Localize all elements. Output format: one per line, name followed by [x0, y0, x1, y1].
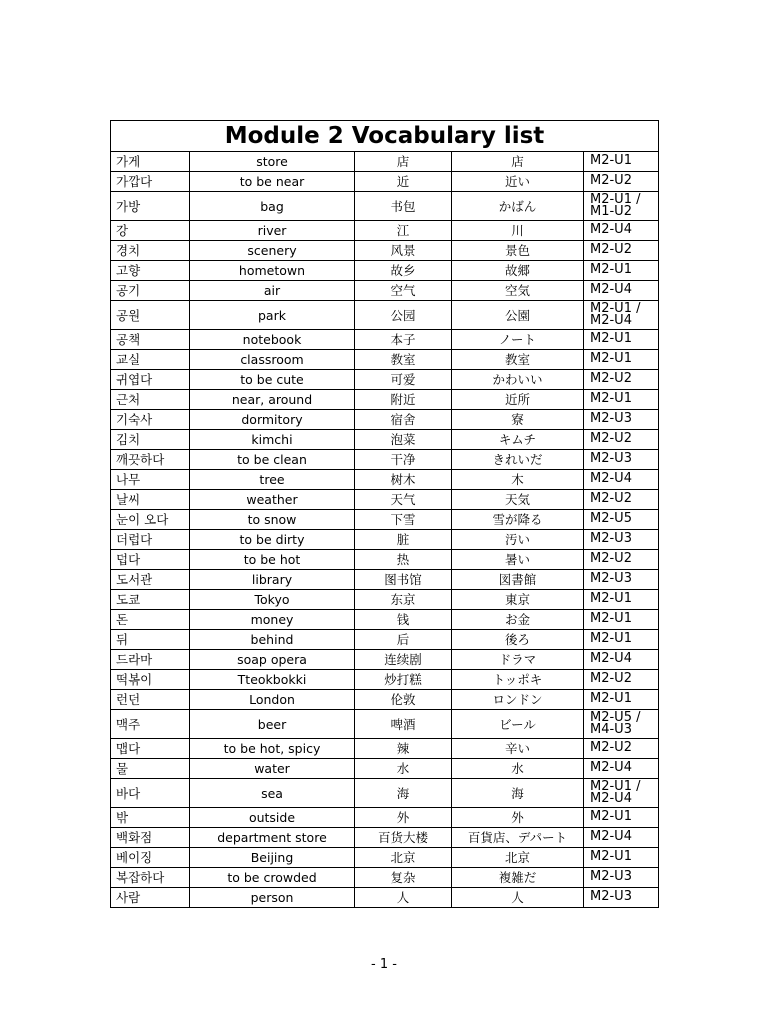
chinese-meaning: 本子	[355, 330, 452, 350]
japanese-meaning: お金	[452, 610, 584, 630]
chinese-meaning: 海	[355, 779, 452, 808]
table-row	[111, 241, 659, 261]
english-meaning: sea	[190, 779, 355, 808]
unit-code: M2-U2	[584, 739, 659, 759]
japanese-meaning: 後ろ	[452, 630, 584, 650]
japanese-meaning: 川	[452, 221, 584, 241]
english-meaning: to be hot	[190, 550, 355, 570]
table-row	[111, 710, 659, 739]
korean-word: 사람	[111, 888, 190, 908]
english-meaning: to be clean	[190, 450, 355, 470]
english-meaning: Tteokbokki	[190, 670, 355, 690]
korean-word: 베이징	[111, 848, 190, 868]
english-meaning: kimchi	[190, 430, 355, 450]
korean-word: 공원	[111, 301, 190, 330]
unit-code: M2-U3	[584, 868, 659, 888]
unit-code: M2-U4	[584, 759, 659, 779]
chinese-meaning: 啤酒	[355, 710, 452, 739]
chinese-meaning: 可爱	[355, 370, 452, 390]
japanese-meaning: 故郷	[452, 261, 584, 281]
chinese-meaning: 图书馆	[355, 570, 452, 590]
japanese-meaning: 木	[452, 470, 584, 490]
table-row	[111, 410, 659, 430]
korean-word: 경치	[111, 241, 190, 261]
unit-code: M2-U2	[584, 550, 659, 570]
chinese-meaning: 脏	[355, 530, 452, 550]
chinese-meaning: 干净	[355, 450, 452, 470]
japanese-meaning: 外	[452, 808, 584, 828]
table-row	[111, 570, 659, 590]
unit-code: M2-U3	[584, 410, 659, 430]
vocabulary-rows	[111, 152, 659, 908]
english-meaning: Tokyo	[190, 590, 355, 610]
japanese-meaning: 東京	[452, 590, 584, 610]
chinese-meaning: 外	[355, 808, 452, 828]
unit-code: M2-U4	[584, 650, 659, 670]
english-meaning: library	[190, 570, 355, 590]
chinese-meaning: 树木	[355, 470, 452, 490]
chinese-meaning: 连续剧	[355, 650, 452, 670]
unit-code: M2-U1	[584, 610, 659, 630]
unit-code: M2-U4	[584, 828, 659, 848]
korean-word: 뒤	[111, 630, 190, 650]
english-meaning: near, around	[190, 390, 355, 410]
unit-code: M2-U1	[584, 808, 659, 828]
korean-word: 고향	[111, 261, 190, 281]
chinese-meaning: 空气	[355, 281, 452, 301]
chinese-meaning: 人	[355, 888, 452, 908]
unit-code: M2-U1 / M2-U4	[584, 779, 659, 808]
english-meaning: department store	[190, 828, 355, 848]
chinese-meaning: 热	[355, 550, 452, 570]
table-row	[111, 828, 659, 848]
unit-code: M2-U2	[584, 430, 659, 450]
table-title: Module 2 Vocabulary list	[111, 121, 659, 152]
chinese-meaning: 教室	[355, 350, 452, 370]
table-row	[111, 281, 659, 301]
unit-code: M2-U2	[584, 241, 659, 261]
chinese-meaning: 风景	[355, 241, 452, 261]
korean-word: 강	[111, 221, 190, 241]
table-row	[111, 630, 659, 650]
table-row	[111, 868, 659, 888]
english-meaning: Beijing	[190, 848, 355, 868]
chinese-meaning: 宿舍	[355, 410, 452, 430]
chinese-meaning: 北京	[355, 848, 452, 868]
japanese-meaning: 辛い	[452, 739, 584, 759]
unit-code: M2-U2	[584, 172, 659, 192]
table-row	[111, 152, 659, 172]
english-meaning: river	[190, 221, 355, 241]
japanese-meaning: 近所	[452, 390, 584, 410]
japanese-meaning: 近い	[452, 172, 584, 192]
korean-word: 눈이 오다	[111, 510, 190, 530]
korean-word: 드라마	[111, 650, 190, 670]
table-row	[111, 739, 659, 759]
table-row	[111, 330, 659, 350]
table-row	[111, 610, 659, 630]
english-meaning: weather	[190, 490, 355, 510]
chinese-meaning: 下雪	[355, 510, 452, 530]
japanese-meaning: 図書館	[452, 570, 584, 590]
table-row	[111, 470, 659, 490]
english-meaning: person	[190, 888, 355, 908]
unit-code: M2-U1 / M1-U2	[584, 192, 659, 221]
english-meaning: air	[190, 281, 355, 301]
english-meaning: dormitory	[190, 410, 355, 430]
table-row	[111, 690, 659, 710]
unit-code: M2-U1 / M2-U4	[584, 301, 659, 330]
korean-word: 덥다	[111, 550, 190, 570]
unit-code: M2-U3	[584, 530, 659, 550]
korean-word: 도서관	[111, 570, 190, 590]
unit-code: M2-U4	[584, 221, 659, 241]
unit-code: M2-U1	[584, 350, 659, 370]
table-row	[111, 550, 659, 570]
english-meaning: to snow	[190, 510, 355, 530]
chinese-meaning: 泡菜	[355, 430, 452, 450]
japanese-meaning: 海	[452, 779, 584, 808]
english-meaning: to be crowded	[190, 868, 355, 888]
korean-word: 맥주	[111, 710, 190, 739]
chinese-meaning: 江	[355, 221, 452, 241]
korean-word: 맵다	[111, 739, 190, 759]
unit-code: M2-U1	[584, 848, 659, 868]
chinese-meaning: 水	[355, 759, 452, 779]
unit-code: M2-U3	[584, 570, 659, 590]
unit-code: M2-U3	[584, 888, 659, 908]
unit-code: M2-U2	[584, 370, 659, 390]
english-meaning: hometown	[190, 261, 355, 281]
korean-word: 더럽다	[111, 530, 190, 550]
unit-code: M2-U4	[584, 470, 659, 490]
korean-word: 백화점	[111, 828, 190, 848]
japanese-meaning: ビール	[452, 710, 584, 739]
japanese-meaning: かばん	[452, 192, 584, 221]
japanese-meaning: 複雑だ	[452, 868, 584, 888]
table-row	[111, 808, 659, 828]
unit-code: M2-U2	[584, 670, 659, 690]
chinese-meaning: 附近	[355, 390, 452, 410]
table-row	[111, 221, 659, 241]
chinese-meaning: 店	[355, 152, 452, 172]
english-meaning: soap opera	[190, 650, 355, 670]
japanese-meaning: 雪が降る	[452, 510, 584, 530]
japanese-meaning: トッポキ	[452, 670, 584, 690]
japanese-meaning: かわいい	[452, 370, 584, 390]
korean-word: 떡볶이	[111, 670, 190, 690]
japanese-meaning: 汚い	[452, 530, 584, 550]
unit-code: M2-U1	[584, 152, 659, 172]
english-meaning: money	[190, 610, 355, 630]
english-meaning: behind	[190, 630, 355, 650]
chinese-meaning: 近	[355, 172, 452, 192]
chinese-meaning: 复杂	[355, 868, 452, 888]
korean-word: 나무	[111, 470, 190, 490]
korean-word: 날씨	[111, 490, 190, 510]
korean-word: 김치	[111, 430, 190, 450]
korean-word: 도쿄	[111, 590, 190, 610]
unit-code: M2-U2	[584, 490, 659, 510]
korean-word: 귀엽다	[111, 370, 190, 390]
vocabulary-table	[110, 120, 659, 908]
table-row	[111, 779, 659, 808]
english-meaning: tree	[190, 470, 355, 490]
english-meaning: water	[190, 759, 355, 779]
japanese-meaning: きれいだ	[452, 450, 584, 470]
chinese-meaning: 后	[355, 630, 452, 650]
table-row	[111, 301, 659, 330]
table-row	[111, 670, 659, 690]
chinese-meaning: 钱	[355, 610, 452, 630]
unit-code: M2-U5	[584, 510, 659, 530]
unit-code: M2-U3	[584, 450, 659, 470]
chinese-meaning: 书包	[355, 192, 452, 221]
table-row	[111, 192, 659, 221]
english-meaning: scenery	[190, 241, 355, 261]
table-row	[111, 350, 659, 370]
japanese-meaning: 人	[452, 888, 584, 908]
english-meaning: to be near	[190, 172, 355, 192]
table-row	[111, 261, 659, 281]
korean-word: 물	[111, 759, 190, 779]
japanese-meaning: 暑い	[452, 550, 584, 570]
korean-word: 복잡하다	[111, 868, 190, 888]
japanese-meaning: ドラマ	[452, 650, 584, 670]
english-meaning: outside	[190, 808, 355, 828]
japanese-meaning: 教室	[452, 350, 584, 370]
japanese-meaning: 天気	[452, 490, 584, 510]
korean-word: 밖	[111, 808, 190, 828]
korean-word: 교실	[111, 350, 190, 370]
japanese-meaning: ノート	[452, 330, 584, 350]
chinese-meaning: 东京	[355, 590, 452, 610]
japanese-meaning: キムチ	[452, 430, 584, 450]
korean-word: 공기	[111, 281, 190, 301]
japanese-meaning: 百貨店、デパート	[452, 828, 584, 848]
table-row	[111, 172, 659, 192]
unit-code: M2-U1	[584, 590, 659, 610]
unit-code: M2-U1	[584, 690, 659, 710]
table-row	[111, 450, 659, 470]
unit-code: M2-U1	[584, 330, 659, 350]
japanese-meaning: 空気	[452, 281, 584, 301]
english-meaning: to be cute	[190, 370, 355, 390]
korean-word: 기숙사	[111, 410, 190, 430]
japanese-meaning: 公園	[452, 301, 584, 330]
english-meaning: to be hot, spicy	[190, 739, 355, 759]
table-row	[111, 759, 659, 779]
chinese-meaning: 伦敦	[355, 690, 452, 710]
table-row	[111, 650, 659, 670]
korean-word: 가게	[111, 152, 190, 172]
table-row	[111, 390, 659, 410]
table-row	[111, 510, 659, 530]
table-row	[111, 530, 659, 550]
table-row	[111, 848, 659, 868]
page-number: - 1 -	[371, 957, 397, 972]
english-meaning: beer	[190, 710, 355, 739]
unit-code: M2-U1	[584, 390, 659, 410]
japanese-meaning: 水	[452, 759, 584, 779]
chinese-meaning: 故乡	[355, 261, 452, 281]
korean-word: 근처	[111, 390, 190, 410]
korean-word: 가깝다	[111, 172, 190, 192]
english-meaning: store	[190, 152, 355, 172]
english-meaning: notebook	[190, 330, 355, 350]
korean-word: 런던	[111, 690, 190, 710]
chinese-meaning: 公园	[355, 301, 452, 330]
korean-word: 깨끗하다	[111, 450, 190, 470]
korean-word: 바다	[111, 779, 190, 808]
japanese-meaning: 北京	[452, 848, 584, 868]
unit-code: M2-U1	[584, 630, 659, 650]
unit-code: M2-U5 / M4-U3	[584, 710, 659, 739]
japanese-meaning: 景色	[452, 241, 584, 261]
english-meaning: London	[190, 690, 355, 710]
english-meaning: park	[190, 301, 355, 330]
japanese-meaning: 寮	[452, 410, 584, 430]
unit-code: M2-U4	[584, 281, 659, 301]
table-row	[111, 370, 659, 390]
english-meaning: classroom	[190, 350, 355, 370]
english-meaning: to be dirty	[190, 530, 355, 550]
table-row	[111, 430, 659, 450]
english-meaning: bag	[190, 192, 355, 221]
japanese-meaning: 店	[452, 152, 584, 172]
korean-word: 가방	[111, 192, 190, 221]
chinese-meaning: 炒打糕	[355, 670, 452, 690]
chinese-meaning: 天气	[355, 490, 452, 510]
korean-word: 돈	[111, 610, 190, 630]
table-row	[111, 888, 659, 908]
chinese-meaning: 辣	[355, 739, 452, 759]
table-row	[111, 590, 659, 610]
korean-word: 공책	[111, 330, 190, 350]
unit-code: M2-U1	[584, 261, 659, 281]
table-row	[111, 490, 659, 510]
chinese-meaning: 百货大楼	[355, 828, 452, 848]
japanese-meaning: ロンドン	[452, 690, 584, 710]
